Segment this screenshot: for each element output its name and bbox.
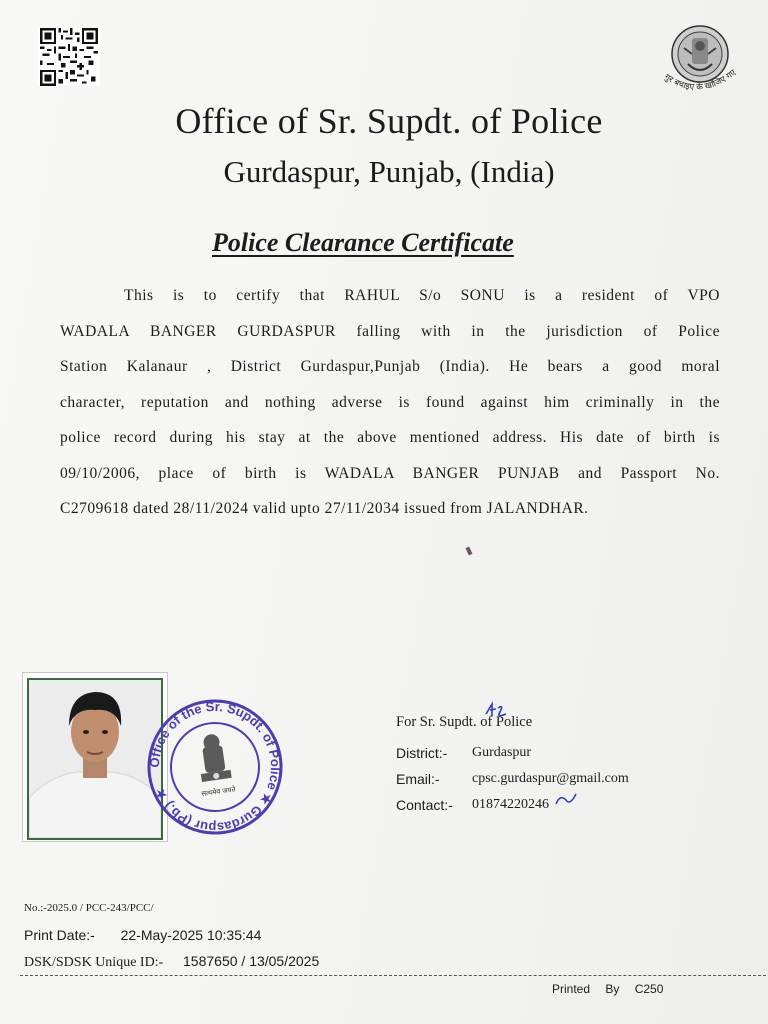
contact-label: Contact:-: [396, 797, 453, 813]
qr-code: [38, 28, 100, 86]
official-seal: [142, 696, 288, 838]
district-value: Gurdaspur: [472, 745, 532, 760]
body-line: police record during his stay at the above mentioned address. His date of birth is: [60, 429, 720, 446]
contact-value: 01874220246: [472, 797, 549, 812]
print-date-value: 22-May-2025 10:35:44: [120, 927, 262, 943]
signatory-line: For Sr. Supdt. of Police: [396, 714, 533, 730]
body-line: This is to certify that RAHUL S/o SONU is a resident of VPO: [124, 287, 720, 304]
body-line: WADALA BANGER GURDASPUR falling with in the jurisdiction of Police: [60, 322, 720, 340]
emblem-motto: गुर बचाइए के खोजिए गए: [662, 67, 739, 93]
body-line: C2709618 dated 28/11/2024 valid upto 27/11/2034 issued from JALANDHAR.: [60, 500, 589, 517]
seal-ring-text: Office of the Sr. Supdt. of Police ★ Gurdaspur (Pb.) ★: [146, 698, 284, 836]
contact-row: [396, 797, 549, 813]
body-line: 09/10/2006, place of birth is WADALA BANGER PUNJAB and Passport No.: [60, 464, 720, 482]
seal-center-text: सत्यमेव जयते: [200, 785, 237, 799]
printed-by-label: Printed By: [552, 982, 620, 996]
print-date-row: [24, 927, 261, 943]
email-row: [396, 771, 629, 787]
location-heading: Gurdaspur, Punjab, (India): [223, 154, 555, 189]
pen-mark: [465, 547, 472, 556]
district-label: District:-: [396, 745, 448, 761]
certificate-body: [60, 278, 720, 527]
print-date-label: Print Date:-: [24, 927, 95, 943]
printed-by: [552, 982, 663, 996]
unique-id-row: [24, 953, 319, 971]
district-row: [396, 745, 532, 761]
contact-pen-mark: [554, 790, 578, 812]
certificate-title: Police Clearance Certificate: [212, 228, 514, 257]
unique-id-value: 1587650 / 13/05/2025: [183, 953, 320, 969]
printed-by-value: C250: [634, 982, 664, 996]
body-line: character, reputation and nothing adverse is found against him criminally in the: [60, 393, 720, 411]
footer-divider: [20, 975, 766, 976]
punjab-police-emblem: [658, 24, 742, 98]
body-line: Station Kalanaur , District Gurdaspur,Punjab (India). He bears a good moral: [60, 358, 720, 375]
email-label: Email:-: [396, 771, 440, 787]
unique-id-label: DSK/SDSK Unique ID:-: [24, 955, 164, 970]
office-heading: Office of Sr. Supdt. of Police: [175, 101, 603, 141]
email-value: cpsc.gurdaspur@gmail.com: [472, 771, 629, 786]
reference-number: No.:-2025.0 / PCC-243/PCC/: [24, 902, 154, 914]
